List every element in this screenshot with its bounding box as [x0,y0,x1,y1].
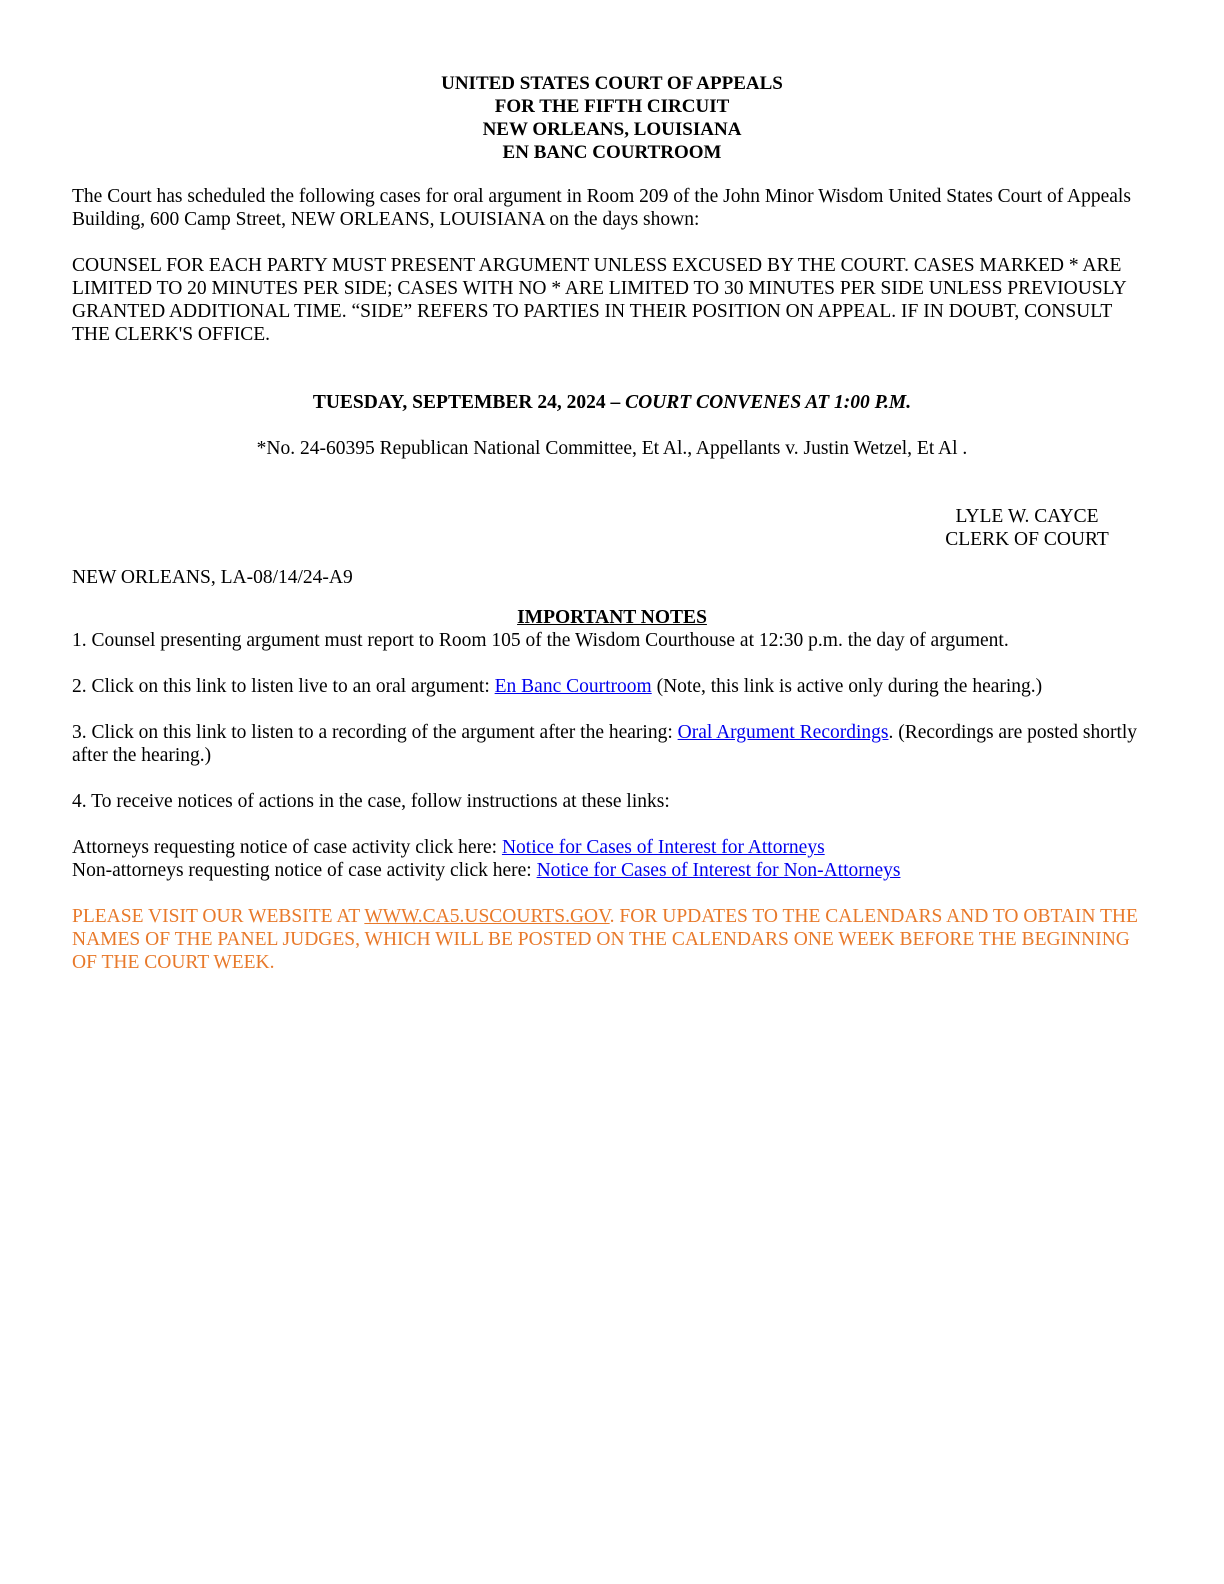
clerk-title: CLERK OF COURT [945,529,1109,550]
dateline: NEW ORLEANS, LA-08/14/24-A9 [72,567,353,588]
website-notice-suffix: . FOR UPDATES TO THE CALENDARS AND TO OBTAIN THE NAMES OF THE PANEL JUDGES, WHICH WILL BE POSTED ON THE CALENDARS ONE WEEK BEFORE THE BEGINNING OF THE COURT WEEK. [72,906,1138,973]
important-notes-title: IMPORTANT NOTES [517,607,707,628]
note-3-suffix: . (Recordings are posted shortly after the hearing.) [72,722,1138,766]
header-line-court: UNITED STATES COURT OF APPEALS [441,73,783,94]
document-page [72,72,1152,974]
note-4: 4. To receive notices of actions in the case, follow instructions at these links: [72,791,670,812]
note-2-suffix: (Note, this link is active only during the hearing.) [651,676,1043,697]
note-2 [72,675,1152,698]
website-notice-text: PLEASE VISIT OUR WEBSITE AT [72,906,365,927]
header-line-location: NEW ORLEANS, LOUISIANA [482,119,742,140]
attorneys-notice-line [72,836,1152,859]
attorneys-notice-text: Attorneys requesting notice of case activity click here: [72,837,502,858]
session-convenes: COURT CONVENES AT 1:00 P.M. [625,392,912,413]
counsel-notice-paragraph: COUNSEL FOR EACH PARTY MUST PRESENT ARGUMENT UNLESS EXCUSED BY THE COURT. CASES MARKED * ARE LIMITED TO 20 MINUTES PER SIDE; CASES WITH NO * ARE LIMITED TO 30 MINUTES PER SIDE UNLESS PREVIOUSLY GRANTED ADDITIONAL TIME. “SIDE” REFERS TO PARTIES IN THEIR POSITION ON APPEAL. IF IN DOUBT, CONSULT THE CLERK'S OFFICE. [72,255,1126,345]
note-2-text: 2. Click on this link to listen live to an oral argument: [72,676,495,697]
nonattorneys-notice-link[interactable]: Notice for Cases of Interest for Non-Attorneys [536,860,901,881]
en-banc-courtroom-link[interactable]: En Banc Courtroom [494,676,652,697]
clerk-name: LYLE W. CAYCE [955,506,1099,527]
oral-argument-recordings-link[interactable]: Oral Argument Recordings [677,722,889,743]
note-1: 1. Counsel presenting argument must report to Room 105 of the Wisdom Courthouse at 12:30 p.m. the day of argument. [72,630,1009,651]
court-website-link[interactable]: WWW.CA5.USCOURTS.GOV [364,906,610,927]
nonattorneys-notice-text: Non-attorneys requesting notice of case activity click here: [72,860,537,881]
note-3 [72,721,1152,767]
clerk-signature-block [927,505,1127,551]
intro-paragraph: The Court has scheduled the following cases for oral argument in Room 209 of the John Minor Wisdom United States Court of Appeals Building, 600 Camp Street, NEW ORLEANS, LOUISIANA on the days shown: [72,186,1131,230]
case-entry: *No. 24-60395 Republican National Committee, Et Al., Appellants v. Justin Wetzel, Et Al . [256,438,968,459]
header-line-circuit: FOR THE FIFTH CIRCUIT [494,96,730,117]
session-heading [72,391,1152,414]
website-notice [72,905,1142,974]
note-3-text: 3. Click on this link to listen to a recording of the argument after the hearing: [72,722,678,743]
header-line-courtroom: EN BANC COURTROOM [502,142,722,163]
attorneys-notice-link[interactable]: Notice for Cases of Interest for Attorneys [501,837,825,858]
court-header [72,72,1152,164]
session-date: TUESDAY, SEPTEMBER 24, 2024 – [312,392,626,413]
nonattorneys-notice-line [72,859,1152,882]
